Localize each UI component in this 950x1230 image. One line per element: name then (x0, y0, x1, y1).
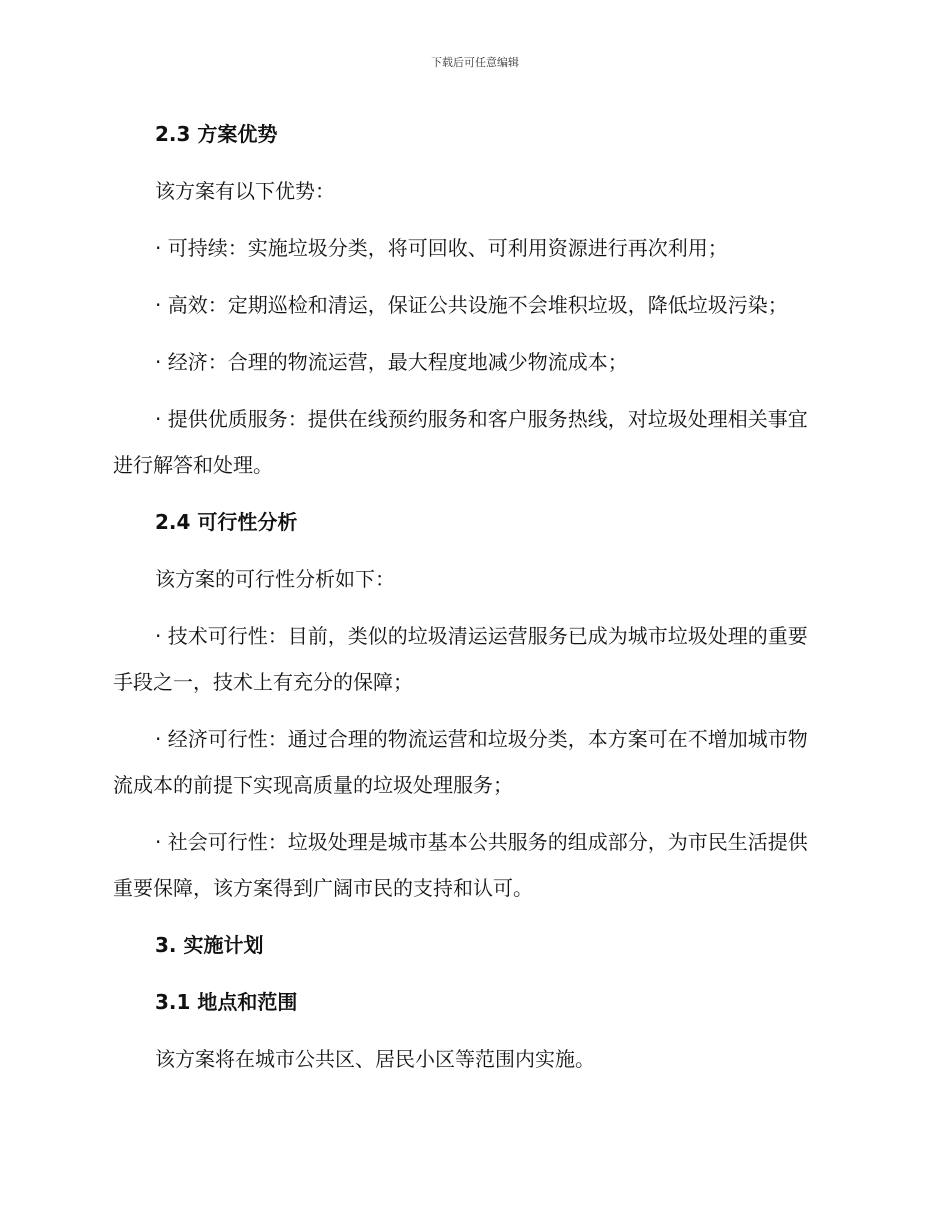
bullet-sustainable: · 可持续：实施垃圾分类，将可回收、可利用资源进行再次利用； (155, 236, 728, 260)
page-header-note: 下载后可任意编辑 (431, 56, 519, 69)
bullet-quality-service: · 提供优质服务：提供在线预约服务和客户服务热线，对垃圾处理相关事宜进行解答和处理。 (113, 407, 808, 477)
bullet-technical-feasibility: · 技术可行性：目前，类似的垃圾清运运营服务已成为城市垃圾处理的重要手段之一，技术上有充分的保障； (113, 624, 808, 694)
section-heading-2-3: 2.3 方案优势 (155, 122, 278, 146)
paragraph-location-scope: 该方案将在城市公共区、居民小区等范围内实施。 (155, 1047, 595, 1071)
paragraph-intro-advantages: 该方案有以下优势： (155, 179, 335, 203)
section-heading-2-4: 2.4 可行性分析 (155, 510, 298, 534)
paragraph-intro-feasibility: 该方案的可行性分析如下： (155, 567, 395, 591)
section-heading-3-1: 3.1 地点和范围 (155, 990, 298, 1014)
bullet-economic-feasibility: · 经济可行性：通过合理的物流运营和垃圾分类，本方案可在不增加城市物流成本的前提下实现高质量的垃圾处理服务； (113, 727, 808, 797)
document-body (113, 111, 823, 1093)
bullet-social-feasibility: · 社会可行性：垃圾处理是城市基本公共服务的组成部分，为市民生活提供重要保障，该方案得到广阔市民的支持和认可。 (113, 830, 808, 900)
section-heading-3: 3. 实施计划 (155, 933, 264, 957)
bullet-efficient: · 高效：定期巡检和清运，保证公共设施不会堆积垃圾，降低垃圾污染； (155, 293, 788, 317)
bullet-economic: · 经济：合理的物流运营，最大程度地减少物流成本； (155, 350, 628, 374)
